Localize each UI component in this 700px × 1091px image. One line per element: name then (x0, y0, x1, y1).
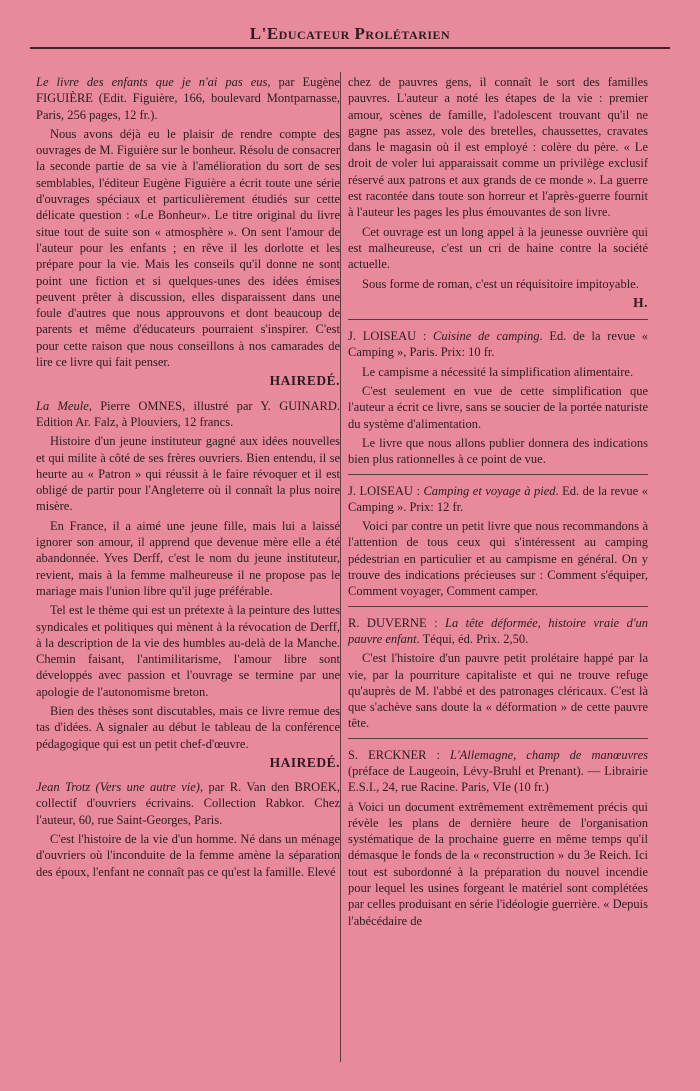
review-paragraph: C'est l'histoire de la vie d'un homme. Né dans un ménage d'ouvriers où l'inconduite de la femme amène la séparation des époux, l'enfant ne connaît pas ce qu'est la famille. Elevé (36, 832, 340, 879)
book-author: S. ERCKNER : (348, 747, 451, 762)
review-reference (348, 615, 648, 648)
review-paragraph: Voici par contre un petit livre que nous recommandons à l'attention de tous ceux qui s'intéressent au camping pédestrian en particulier et au campisme en général. On y trouve des indications précieuses sur : Comment s'équiper, Comment voyager, Comment camper. (348, 519, 648, 599)
review-paragraph: à Voici un document extrêmement extrêmement précis qui révèle les plans de dernière heure de l'organisation systématique de la prochaine guerre en même temps qu'il démasque le fonds de la « reconstruction » du 3e Reich. Ici tout est subordonné à la préparation du nouvel incendie pour lequel les usines forgeant le matériel sont complétées par celles produisant en série l'idéologie guerrière. « Depuis l'abécédaire de (348, 799, 648, 928)
review-paragraph: Sous forme de roman, c'est un réquisitoire impitoyable. (362, 276, 639, 291)
right-column (348, 74, 648, 932)
review-reference (348, 483, 648, 516)
column-divider (340, 72, 341, 1062)
review-paragraph: Nous avons déjà eu le plaisir de rendre compte des ouvrages de M. Figuière sur le bonheur. Résolu de consacrer la seconde partie de sa vie à l'amélioration du sort de ses semblables, l'éditeur Eugène Figuière a écrit toute une série d'ouvrages spéciaux et particulièrement étudiés sur cette délicate question : «Le Bonheur». Le titre original du livre situe tout de suite son « atmosphère ». On sent l'amour de l'auteur pour les enfants ; en rêve il les dorlotte et les prépare pour la vie. Mais les conseils qu'il donne ne sont point une fiction et si quelques-unes des idées émises peuvent prêter à discussion, elles disparaissent dans une foule d'autres que nous approuvons et dont beaucoup de parents et même d'éducateurs pourraient s'inspirer. C'est pour cette raison que nous conseillons à nos camarades de lire ce livre qui fait penser. (36, 126, 340, 370)
book-publication: . Ed. de la revue « Camping », Paris. Prix: 10 fr. (348, 329, 648, 360)
book-title: Jean Trotz (Vers une autre vie) (36, 780, 200, 795)
section-separator (348, 474, 648, 475)
book-author: J. LOISEAU : (348, 329, 434, 344)
review-paragraph: En France, il a aimé une jeune fille, mais lui a laissé ignorer son amour, il apprend que devenue mère elle a été abandonnée. Yves Derff, c'est le nom du jeune instituteur, revient, mais à la femme malheureuse il ne propose pas le mariage mais l'union libre qu'il juge préférable. (36, 518, 340, 598)
review-reference (36, 74, 340, 123)
page-title: L'Educateur Prolétarien (30, 24, 670, 49)
signature: HAIREDÉ. (269, 754, 340, 770)
signature: HAIREDÉ. (269, 373, 340, 389)
review-paragraph: C'est l'histoire d'un pauvre petit prolétaire happé par la vie, par la pourriture capitaliste et qui ne trouve refuge qu'auprès de M. l'abbé et des patronages cléricaux. C'est là que s'achève sans doute la « déformation » de cette pauvre tête. (348, 651, 648, 731)
review-paragraph: C'est seulement en vue de cette simplification que l'auteur a écrit ce livre, sans se soucier de la portée naturiste du système d'alimentation. (348, 384, 648, 431)
signature: H. (633, 294, 648, 310)
review-paragraph: Histoire d'un jeune instituteur gagné aux idées nouvelles et qui milite à côté de ses frères ouvriers. Bien entendu, il se heurte au « Patron » qui réussit à le faire révoquer et il est obligé de partir pour l'Angleterre où il connaît la plus noire misère. (36, 434, 340, 514)
section-separator (348, 606, 648, 607)
book-title: La tête déformée, histoire vraie d'un pauvre enfant (348, 615, 648, 646)
book-title: L'Allemagne, champ de manœuvres (450, 747, 648, 762)
book-title: Le livre des enfants que je n'ai pas eus (36, 75, 268, 89)
section-separator (348, 738, 648, 739)
book-publication: . Téqui, éd. Prix. 2,50. (416, 631, 529, 646)
book-publication: , par R. Van den BROEK, collectif d'ouvriers écrivains. Collection Rabkor. Chez l'auteur, 60, rue Saint-Georges, Paris. (36, 780, 340, 827)
review-paragraph: chez de pauvres gens, il connaît le sort des familles pauvres. L'auteur a noté les étapes de la vie : premier amour, scènes de famille, l'adolescent trouvant qu'il ne gagne pas assez, vole des bretelles, chaussettes, cravates dans le magasin où il est employé : colère du père. « Le droit de voler lui apparaissait comme un privilège exclusif réservé aux patrons et aux grands de ce monde ». La guerre est racontée dans toute son horreur et l'après-guerre fournit à l'auteur les pages les plus émouvantes de son livre. (348, 75, 648, 220)
book-title: La Meule (36, 398, 89, 413)
review-reference (348, 747, 648, 796)
book-publication: , par Eugène FIGUIÈRE (Edit. Figuière, 166, boulevard Montparnasse, Paris, 256 pages, 12 fr.). (36, 75, 340, 122)
review-reference (36, 779, 340, 828)
review-reference (36, 398, 340, 431)
review-paragraph: Le campisme a nécessité la simplification alimentaire. (362, 364, 634, 379)
review-paragraph: Le livre que nous allons publier donnera des indications bien plus rationnelles à ce point de vue. (348, 435, 648, 467)
book-publication: (préface de Laugeoin, Lévy-Bruhl et Prenant). — Librairie E.S.I., 24, rue Racine. Paris, VIe (10 fr.) (348, 763, 648, 795)
review-paragraph: Bien des thèses sont discutables, mais ce livre remue des tas d'idées. A signaler au début le tableau de la conférence pédagogique qui est un petit chef-d'œuvre. (36, 703, 340, 751)
review-paragraph: Tel est le thème qui est un prétexte à la peinture des luttes syndicales et politiques qui mènent à la révocation de Derff, à la description de la vie des humbles au-delà de la Manche. Chemin faisant, l'antimilitarisme, l'amour libre sont développés avec passion et l'ouvrage se termine par une apologie de l'autonomisme breton. (36, 603, 340, 699)
section-separator (348, 319, 648, 320)
book-title: Cuisine de camping (433, 329, 540, 344)
review-paragraph: Cet ouvrage est un long appel à la jeunesse ouvrière qui est malheureuse, c'est un cri de haine contre la société actuelle. (348, 224, 648, 272)
review-reference (348, 328, 648, 361)
book-publication: . Ed. de la revue « Camping ». Prix: 12 fr. (348, 483, 648, 514)
left-column (36, 74, 340, 883)
book-author: J. LOISEAU : (348, 483, 424, 498)
book-publication: , Pierre OMNES, illustré par Y. GUINARD. Edition Ar. Falz, à Plouviers, 12 francs. (36, 398, 340, 429)
book-title: Camping et voyage à pied (423, 483, 556, 498)
book-author: R. DUVERNE : (348, 615, 446, 630)
